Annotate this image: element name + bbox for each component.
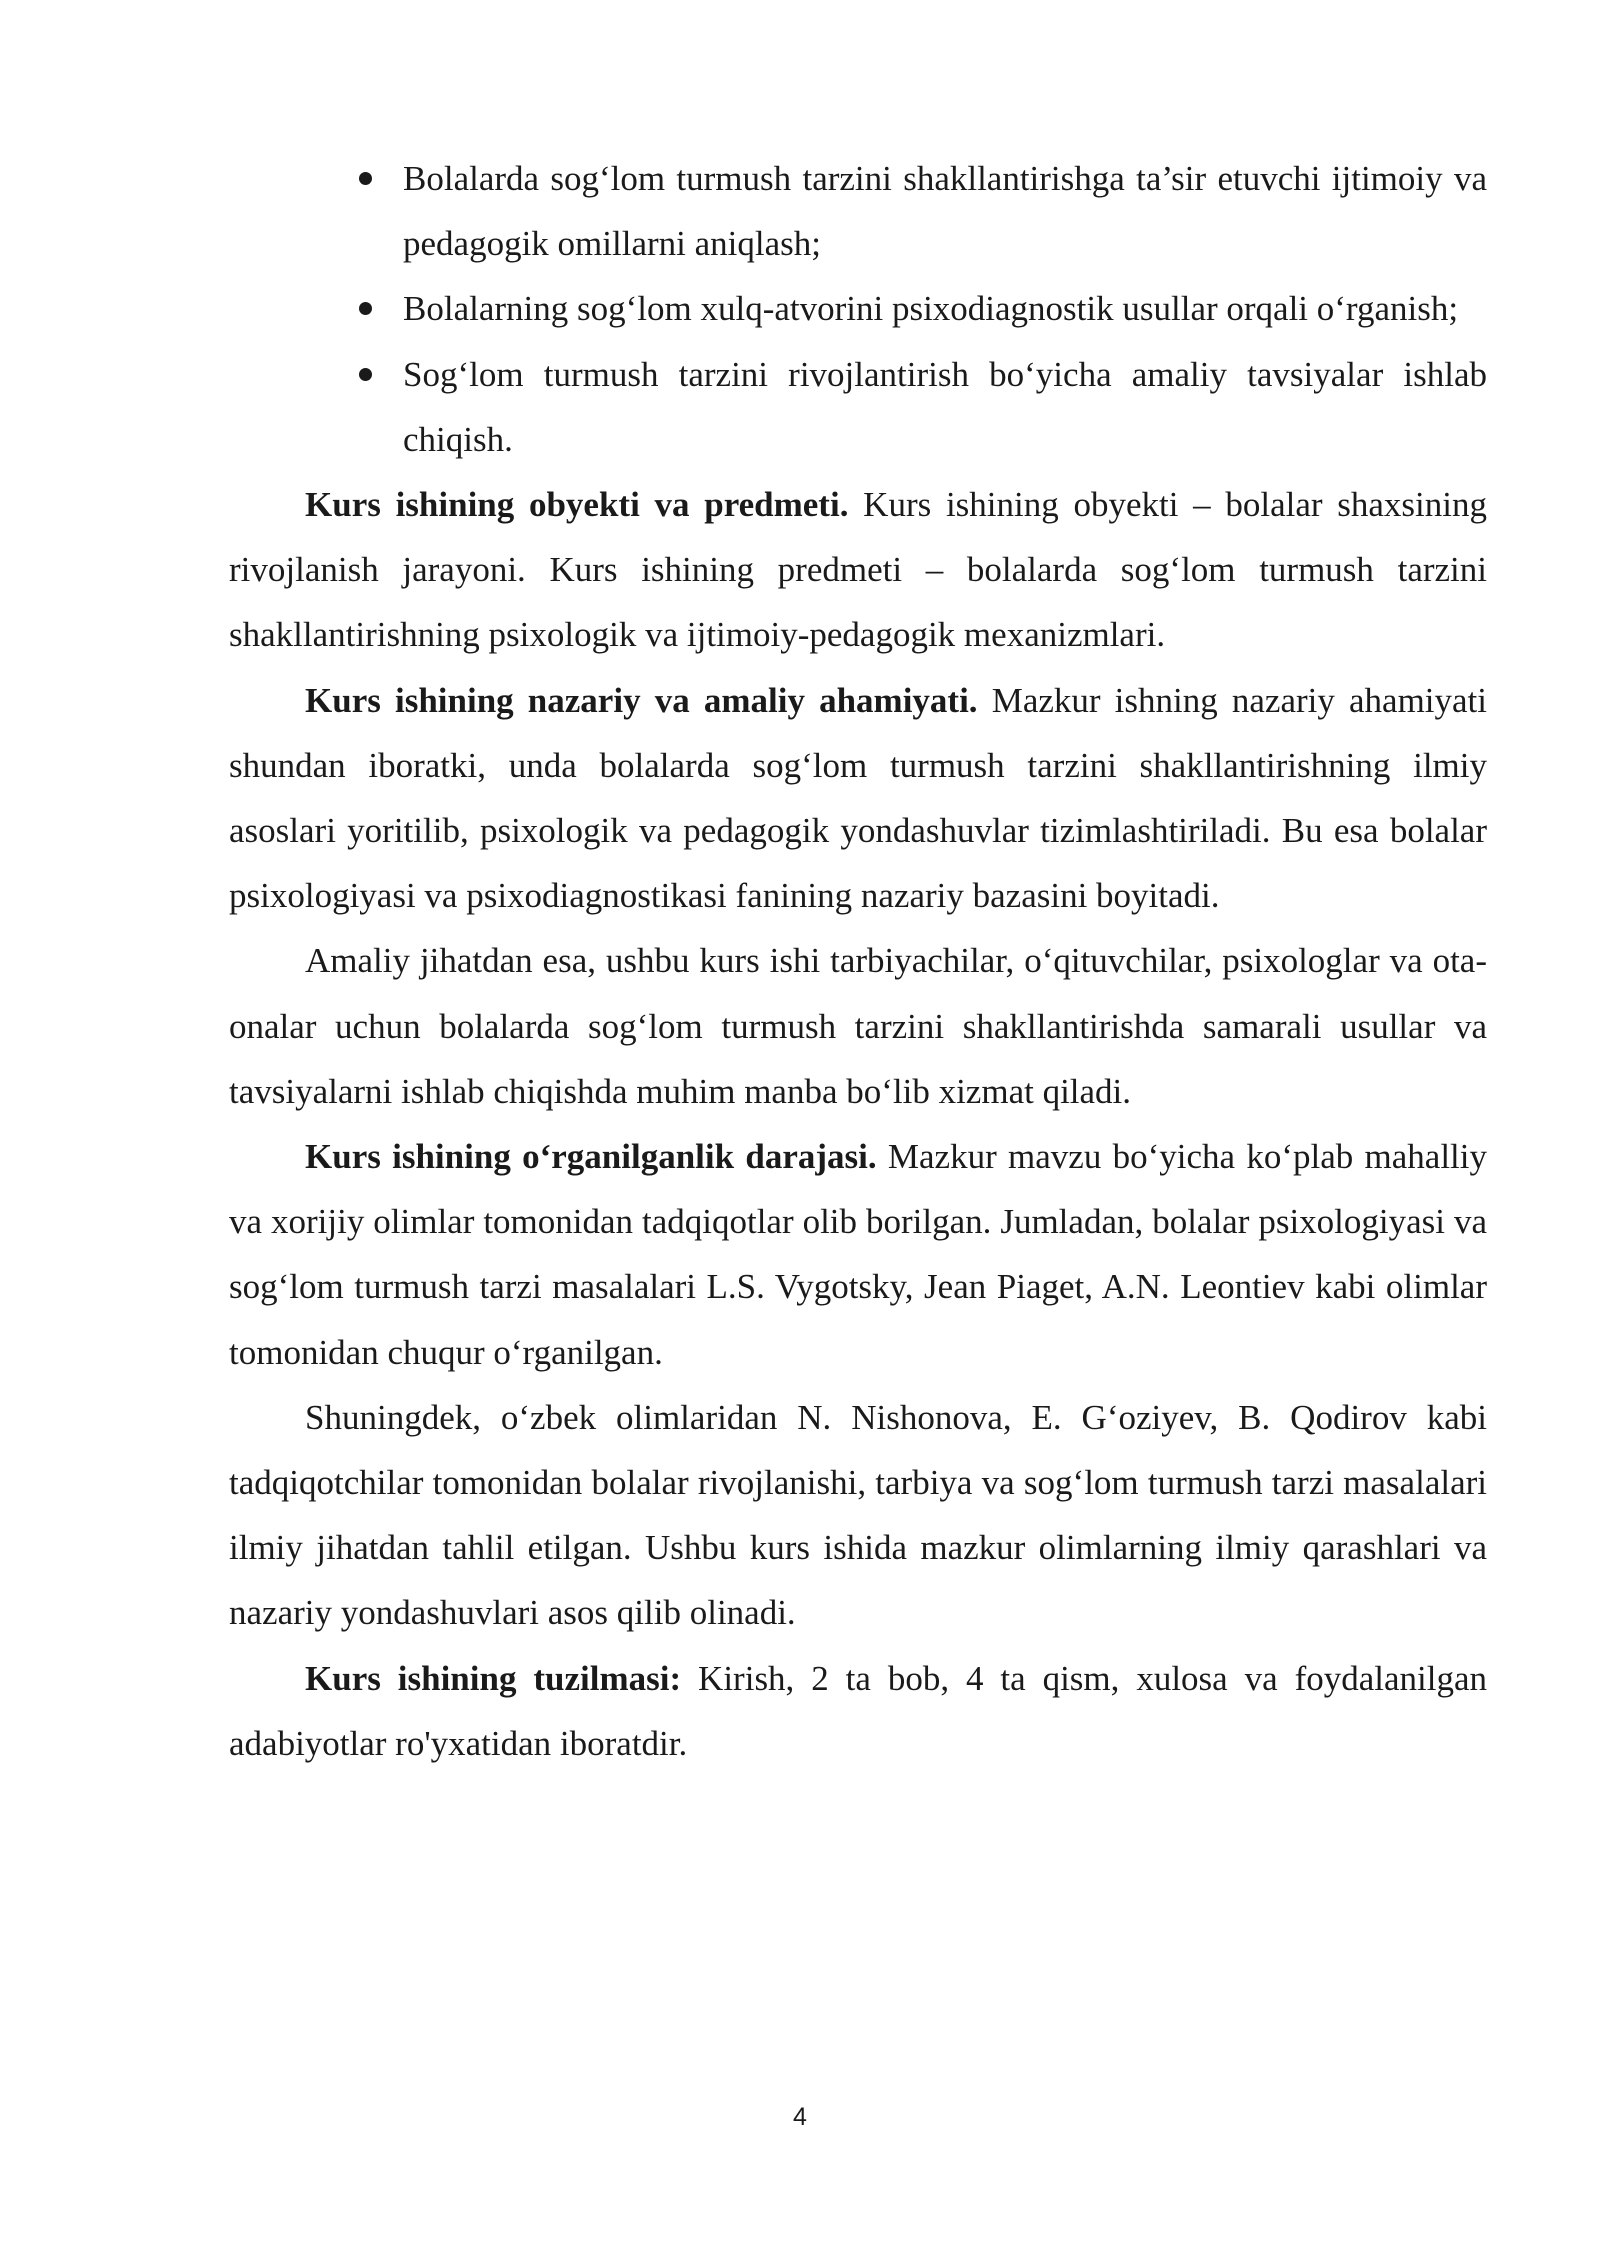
bullet-icon bbox=[359, 368, 372, 381]
paragraph-uzbek-scholars bbox=[229, 1385, 1487, 1646]
paragraph-text: Kurs ishining obyekti – bolalar shaxsining rivojlanish jarayoni. Kurs ishining predmeti – bolalarda sog‘lom turmush tarzini shakllantirishning psixologik va ijtimoiy-pedagogik mexanizmlari. bbox=[229, 485, 1487, 655]
list-item-text: Bolalarda sog‘lom turmush tarzini shakllantirishga ta’sir etuvchi ijtimoiy va pedagogik omillarni aniqlash; bbox=[403, 159, 1487, 264]
paragraph-heading: Kurs ishining nazariy va amaliy ahamiyati. bbox=[305, 680, 978, 720]
list-item-text: Bolalarning sog‘lom xulq-atvorini psixodiagnostik usullar orqali o‘rganish; bbox=[403, 289, 1459, 329]
paragraph-text: Mazkur mavzu bo‘yicha ko‘plab mahalliy va xorijiy olimlar tomonidan tadqiqotlar olib borilgan. Jumladan, bolalar psixologiyasi va sog‘lom turmush tarzi masalalari L.S. Vygotsky, Jean Piaget, A.N. Leontiev kabi olimlar tomonidan chuqur o‘rganilgan. bbox=[229, 1137, 1487, 1372]
paragraph-significance bbox=[229, 668, 1487, 929]
objectives-list bbox=[229, 146, 1487, 472]
paragraph-text: Amaliy jihatdan esa, ushbu kurs ishi tarbiyachilar, o‘qituvchilar, psixologlar va ota-onalar uchun bolalarda sog‘lom turmush tarzini shakllantirishda samarali usullar va tavsiyalarni ishlab chiqishda muhim manba bo‘lib xizmat qiladi. bbox=[229, 941, 1487, 1111]
paragraph-heading: Kurs ishining o‘rganilganlik darajasi. bbox=[305, 1137, 877, 1177]
list-item bbox=[229, 342, 1487, 472]
paragraph-heading: Kurs ishining tuzilmasi: bbox=[305, 1658, 682, 1698]
document-page bbox=[229, 146, 1487, 1776]
paragraph-text: Kirish, 2 ta bob, 4 ta qism, xulosa va foydalanilgan adabiyotlar ro'yxatidan iboratdir. bbox=[229, 1658, 1488, 1763]
page-number: 4 bbox=[793, 2103, 807, 2131]
paragraph-text: Shuningdek, o‘zbek olimlaridan N. Nishonova, E. G‘oziyev, B. Qodirov kabi tadqiqotchilar tomonidan bolalar rivojlanishi, tarbiya va sog‘lom turmush tarzi masalalari ilmiy jihatdan tahlil etilgan. Ushbu kurs ishida mazkur olimlarning ilmiy qarashlari va nazariy yondashuvlari asos qilib olinadi. bbox=[229, 1397, 1487, 1633]
list-item bbox=[229, 146, 1487, 276]
paragraph-structure bbox=[229, 1646, 1487, 1776]
paragraph-text: Mazkur ishning nazariy ahamiyati shundan iboratki, unda bolalarda sog‘lom turmush tarzini shakllantirishning ilmiy asoslari yoritilib, psixologik va pedagogik yondashuvlar tizimlashtiriladi. Bu esa bolalar psixologiyasi va psixodiagnostikasi fanining nazariy bazasini boyitadi. bbox=[229, 680, 1488, 916]
paragraph-heading: Kurs ishining obyekti va predmeti. bbox=[305, 485, 849, 525]
list-item-text: Sog‘lom turmush tarzini rivojlantirish bo‘yicha amaliy tavsiyalar ishlab chiqish. bbox=[403, 354, 1487, 459]
bullet-icon bbox=[359, 172, 372, 185]
paragraph-practical bbox=[229, 928, 1487, 1124]
paragraph-research-level bbox=[229, 1124, 1487, 1385]
paragraph-object-subject bbox=[229, 472, 1487, 668]
list-item bbox=[229, 276, 1487, 341]
bullet-icon bbox=[359, 302, 372, 315]
